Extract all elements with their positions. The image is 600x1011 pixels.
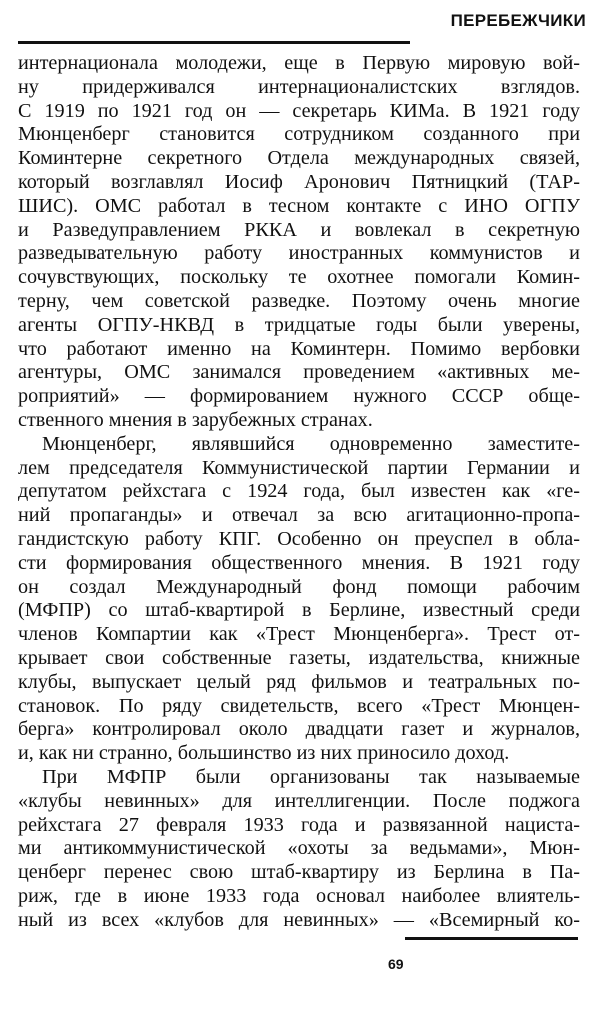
text-line: который возглавлял Иосиф Аронович Пятницкий (ТАР- [18, 170, 580, 193]
text-line: и, как ни странно, большинство из них приносило доход. [18, 742, 510, 765]
text-line: лем председателя Коммунистической партии Германии и [18, 456, 580, 479]
text-line: и Разведуправлением РККА и вовлекал в секретную [18, 218, 580, 241]
text-line: ный из всех «клубов для невинных» — «Всемирный ко- [18, 908, 580, 931]
text-line: терну, чем советской разведке. Поэтому очень многие [18, 289, 580, 312]
text-line: рейхстага 27 февраля 1933 года и развязанной нациста- [18, 813, 580, 836]
text-line: сти формирования общественного мнения. В 1921 году [18, 551, 580, 574]
text-line: агентуры, ОМС занимался проведением «активных ме- [18, 361, 580, 384]
text-line: берга» контролировал около двадцати газет и журналов, [18, 718, 580, 741]
text-line: сочувствующих, поскольку те охотнее помогали Комин- [18, 266, 580, 289]
body-text [18, 52, 580, 932]
text-line: (МФПР) со штаб-квартирой в Берлине, известный среди [18, 599, 580, 622]
text-line: интернационала молодежи, еще в Первую мировую вой- [18, 52, 580, 74]
text-line: агенты ОГПУ-НКВД в тридцатые годы были уверены, [18, 313, 580, 336]
text-line: он создал Международный фонд помощи рабочим [18, 575, 580, 598]
text-line: крывает свои собственные газеты, издательства, книжные [18, 646, 580, 669]
text-line: гандистскую работу КПГ. Особенно он преуспел в обла- [18, 527, 580, 550]
text-line: становок. По ряду свидетельств, всего «Трест Мюнцен- [18, 694, 580, 717]
text-line: ШИС). ОМС работал в тесном контакте с ИНО ОГПУ [18, 194, 580, 217]
text-line: разведывательную работу иностранных коммунистов и [18, 242, 580, 265]
text-line: депутатом рейхстага с 1924 года, был известен как «ге- [18, 480, 580, 503]
text-line: ственного мнения в зарубежных странах. [18, 408, 373, 431]
text-line: Мюнценберг, являвшийся одновременно заместите- [42, 432, 580, 455]
text-line: При МФПР были организованы так называемые [42, 765, 580, 788]
header-rule [18, 41, 410, 44]
footer-rule [405, 937, 578, 940]
text-line: ми антикоммунистической «охоты за ведьмами», Мюн- [18, 837, 580, 860]
running-header: ПЕРЕБЕЖЧИКИ [450, 11, 586, 30]
text-line: Мюнценберг становится сотрудником созданного при [18, 123, 580, 146]
text-line: клубы, выпускает целый ряд фильмов и театральных по- [18, 670, 580, 693]
text-line: ценберг перенес свою штаб-квартиру из Берлина в Па- [18, 861, 580, 884]
page-number: 69 [388, 956, 404, 972]
text-line: роприятий» — формированием нужного СССР обще- [18, 385, 580, 408]
text-line: ну придерживался интернационалистских взглядов. [18, 75, 580, 98]
text-line: риж, где в июне 1933 года основал наиболее влиятель- [18, 884, 580, 907]
text-line: Коминтерне секретного Отдела международных связей, [18, 147, 580, 170]
text-line: что работают именно на Коминтерн. Помимо вербовки [18, 337, 580, 360]
text-line: «клубы невинных» для интеллигенции. После поджога [18, 789, 580, 812]
text-line: С 1919 по 1921 год он — секретарь КИМа. В 1921 году [18, 99, 580, 122]
text-line: членов Компартии как «Трест Мюнценберга». Трест от- [18, 623, 580, 646]
text-line: ний пропаганды» и отвечал за всю агитационно-пропа- [18, 504, 580, 527]
